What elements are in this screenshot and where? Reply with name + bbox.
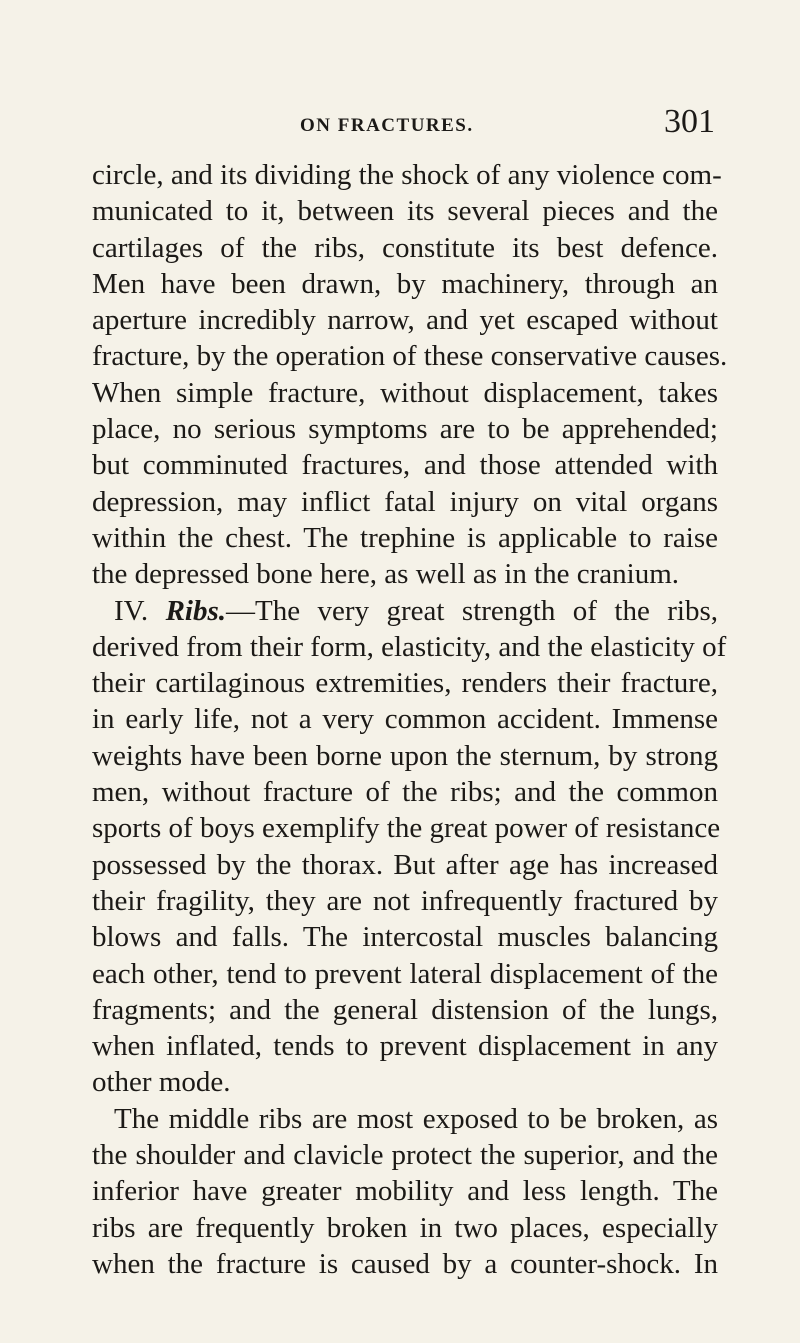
text-line: depression, may inflict fatal injury on vital organs	[92, 485, 718, 518]
text-line: other mode.	[92, 1066, 231, 1099]
text-line: ribs are frequently broken in two places, especially	[92, 1211, 718, 1244]
text-line: in early life, not a very common accident. Immense	[92, 703, 718, 736]
text-line: place, no serious symptoms are to be apprehended;	[92, 413, 718, 446]
text-line: within the chest. The trephine is applicable to raise	[92, 521, 718, 554]
text-line: but comminuted fractures, and those attended with	[92, 449, 718, 482]
text-line: circle, and its dividing the shock of any violence com-	[92, 159, 722, 191]
text-line: aperture incredibly narrow, and yet escaped without	[92, 304, 718, 337]
text-line: derived from their form, elasticity, and the elasticity of	[92, 630, 727, 663]
text-line: Men have been drawn, by machinery, through an	[92, 267, 718, 300]
section-numeral: IV.	[114, 594, 149, 627]
section-iv-first-line	[92, 593, 718, 629]
text-line: cartilages of the ribs, constitute its best defence.	[92, 231, 718, 264]
text-line: when the fracture is caused by a counter-shock. In	[92, 1247, 718, 1280]
text-line: fracture, by the operation of these conservative causes.	[92, 340, 728, 373]
text-line: their fragility, they are not infrequently fractured by	[92, 884, 718, 917]
text-line: when inflated, tends to prevent displacement in any	[92, 1030, 718, 1063]
text-line: inferior have greater mobility and less length. The	[92, 1175, 718, 1208]
text-line: The middle ribs are most exposed to be broken, as	[114, 1102, 718, 1135]
page-number: 301	[664, 103, 715, 140]
running-title: ON FRACTURES.	[300, 115, 474, 136]
text-line: their cartilaginous extremities, renders their fracture,	[92, 667, 718, 700]
text-line: the shoulder and clavicle protect the superior, and the	[92, 1139, 718, 1172]
text-line: each other, tend to prevent lateral displacement of the	[92, 957, 718, 990]
text-line: blows and falls. The intercostal muscles balancing	[92, 921, 718, 954]
section-heading: Ribs.	[165, 594, 227, 627]
text-line: men, without fracture of the ribs; and the common	[92, 776, 718, 809]
body-text	[92, 157, 728, 1282]
text-line: municated to it, between its several pieces and the	[92, 195, 718, 228]
text-line: fragments; and the general distension of the lungs,	[92, 993, 718, 1026]
text-line: the depressed bone here, as well as in the cranium.	[92, 558, 680, 591]
text-line: possessed by the thorax. But after age has increased	[92, 848, 718, 881]
text-line: When simple fracture, without displacement, takes	[92, 376, 718, 409]
text-line: weights have been borne upon the sternum, by strong	[92, 739, 718, 772]
section-first-line-rest: —The very great strength of the ribs,	[226, 594, 719, 627]
text-line: sports of boys exemplify the great power of resistance	[92, 812, 721, 845]
